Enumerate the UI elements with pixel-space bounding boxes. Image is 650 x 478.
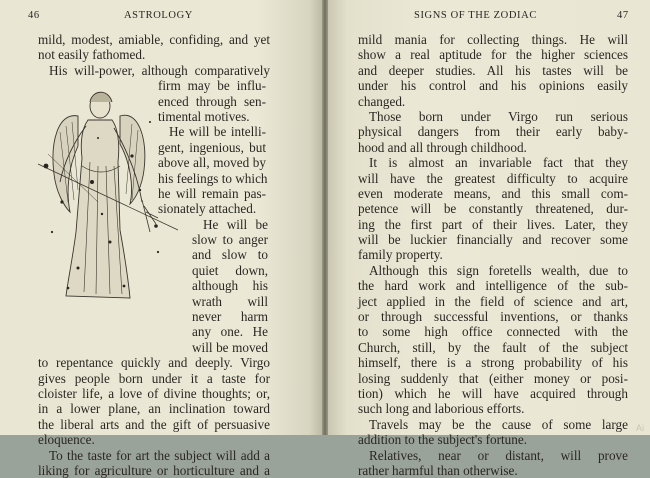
text-line: above all, moved by	[158, 155, 266, 171]
left-running-head: ASTROLOGY	[124, 10, 193, 21]
text-line: He will be	[203, 216, 268, 232]
text-line: will be luckier financially and recover some	[358, 232, 628, 248]
text-line: petence will be constantly threatened, dur-	[358, 201, 628, 217]
text-line: addition to the subject's fortune.	[358, 432, 528, 448]
corner-mark: Ai	[635, 423, 644, 433]
text-line: the hard work and intelligence of the sub-	[358, 278, 628, 294]
text-line: slow to anger	[192, 232, 268, 248]
text-line: changed.	[358, 93, 406, 109]
virgo-illustration	[38, 82, 186, 308]
text-line: himself, there is a strong probability of his	[358, 355, 628, 371]
text-line: such long and laborious efforts.	[358, 401, 525, 417]
text-line: ject applied in the field of science and art,	[358, 293, 628, 309]
text-line: losing suddenly that (either money or posi-	[358, 370, 628, 386]
text-line: never harm	[192, 309, 268, 325]
text-line: sionately attached.	[158, 201, 257, 217]
text-line: not easily fathomed.	[38, 47, 146, 63]
text-line: tion) which he will have acquired through	[358, 385, 628, 401]
text-line: Those born under Virgo run serious	[369, 108, 628, 124]
text-line: his feelings to which	[158, 170, 268, 186]
text-line: ing the first part of their lives. Later, they	[358, 216, 628, 232]
text-line: Travels may be the cause of some large	[369, 416, 628, 432]
text-line: His will-power, although comparatively	[49, 62, 270, 78]
text-line: gives people born under it a taste for	[38, 370, 270, 386]
text-line: Church, still, by the fault of the subject	[358, 339, 628, 355]
text-line: family property.	[358, 247, 443, 263]
text-line: mild, modest, amiable, confiding, and yet	[38, 32, 270, 47]
text-line: mild mania for collecting things. He will	[358, 32, 628, 47]
right-page	[328, 0, 650, 478]
text-line: To the taste for art the subject will add a	[49, 447, 270, 463]
right-page-body	[358, 32, 628, 478]
text-line: eloquence.	[38, 432, 95, 448]
left-page-number: 46	[28, 10, 40, 21]
right-running-head: SIGNS OF THE ZODIAC	[414, 10, 537, 21]
text-line: any one. He	[192, 324, 268, 340]
text-line: and slow to	[192, 247, 268, 263]
text-line: enced through sen-	[158, 93, 266, 109]
text-line: under his control and his opinions easily	[358, 78, 628, 94]
right-page-number: 47	[617, 10, 629, 21]
text-line: although his	[192, 278, 268, 294]
text-line: quiet down,	[192, 262, 268, 278]
text-line: It is almost an invariable fact that they	[369, 155, 628, 171]
text-line: the liberal arts and the gift of persuasive	[38, 416, 270, 432]
text-line: liking for agriculture or horticulture and a	[38, 462, 270, 478]
text-line: gent, ingenious, but	[158, 139, 266, 155]
text-line: firm may be influ-	[158, 78, 266, 94]
text-line: to some high office connected with the	[358, 324, 628, 340]
text-line: show a real aptitude for the higher sciences	[358, 47, 628, 63]
text-line: and deeper studies. All his tastes will be	[358, 62, 628, 78]
left-page	[0, 0, 322, 478]
text-line: in a lower plane, an inclination toward	[38, 401, 270, 417]
text-line: wrath will	[192, 293, 268, 309]
text-line: timental motives.	[158, 108, 250, 124]
text-line: He will be intelli-	[169, 124, 266, 140]
text-line: Relatives, near or distant, will prove	[369, 447, 628, 463]
text-line: rather harmful than otherwise.	[358, 462, 518, 478]
text-line: Although this sign foretells wealth, due to	[369, 262, 628, 278]
text-line: hood and all through childhood.	[358, 139, 527, 155]
text-line: will be moved	[192, 339, 268, 355]
text-line: cloister life, a love of divine thoughts; or,	[38, 385, 270, 401]
text-line: even moderate means, and this small com-	[358, 185, 628, 201]
text-line: physical dangers from their early baby-	[358, 124, 628, 140]
text-line: to repentance quickly and deeply. Virgo	[38, 355, 270, 371]
text-line: he will remain pas-	[158, 185, 266, 201]
text-line: or through successful inventions, or thanks	[358, 309, 628, 325]
text-line: will have the greatest difficulty to acquire	[358, 170, 628, 186]
